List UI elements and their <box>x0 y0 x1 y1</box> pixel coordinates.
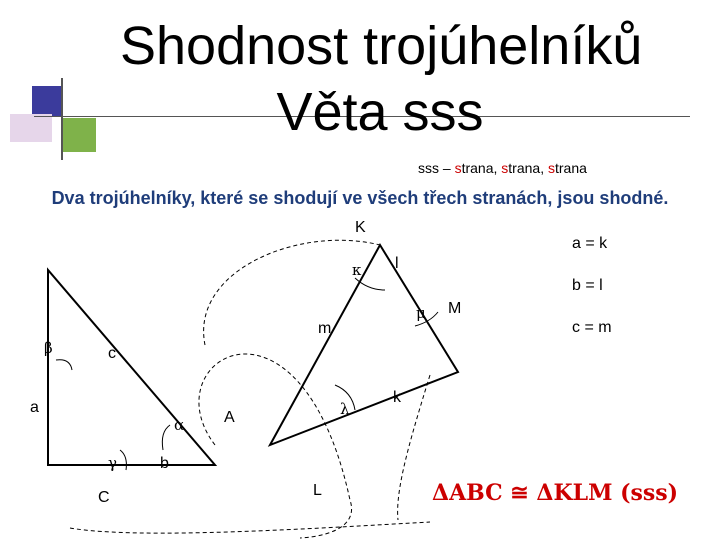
angle-arc-gamma <box>120 450 126 470</box>
triangle-klm <box>270 245 458 445</box>
side-label-l: l <box>395 255 399 272</box>
side-label-c: c <box>108 345 116 362</box>
subtitle-separator: , <box>493 160 502 176</box>
side-label-m: m <box>318 320 332 337</box>
equality-c-m: c = m <box>572 319 612 336</box>
dashed-curve-bottom <box>70 522 430 533</box>
subtitle-item-2-rest: trana <box>508 160 541 176</box>
dashed-curve-middle <box>199 354 352 538</box>
angle-label-gamma: γ <box>108 454 117 472</box>
subtitle-item-1-first: s <box>454 160 462 176</box>
slide-title-line2: Věta sss <box>276 82 484 142</box>
slide-title-line1: Shodnost trojúhelníků <box>120 16 643 76</box>
subtitle-item-3-first: s <box>547 160 555 176</box>
congruence-formula: ΔABC ≅ ΔKLM (sss) <box>432 480 679 506</box>
vertex-label-M: M <box>448 300 462 317</box>
angle-arc-alpha <box>162 425 170 450</box>
vertex-label-C: C <box>98 489 110 506</box>
subtitle-item-3-rest: trana <box>554 160 587 176</box>
vertex-label-A: A <box>224 409 235 426</box>
vertex-label-a: a <box>30 399 39 416</box>
vertex-label-K: K <box>355 219 366 236</box>
angle-label-alpha: α <box>174 416 185 434</box>
angle-label-mu: μ <box>416 304 426 322</box>
side-label-k: k <box>393 389 401 406</box>
equality-b-l: b = l <box>572 277 603 294</box>
vertex-label-L: L <box>313 482 322 499</box>
subtitle-item-1-rest: trana <box>461 160 494 176</box>
triangle-abc <box>48 270 215 465</box>
equality-a-k: a = k <box>572 235 608 252</box>
dashed-curve-right <box>398 375 430 520</box>
side-label-b: b <box>160 455 169 472</box>
angle-label-kappa: κ <box>352 261 362 279</box>
theorem-text: Dva trojúhelníky, které se shodují ve všech třech stranách, jsou shodné. <box>51 188 669 208</box>
angle-arc-beta <box>56 360 72 370</box>
subtitle-separator: , <box>540 160 548 176</box>
angle-label-lambda: λ <box>340 400 350 418</box>
angle-label-beta: β <box>44 339 53 357</box>
subtitle-item-2-first: s <box>501 160 509 176</box>
subtitle-prefix: sss – <box>418 160 455 176</box>
